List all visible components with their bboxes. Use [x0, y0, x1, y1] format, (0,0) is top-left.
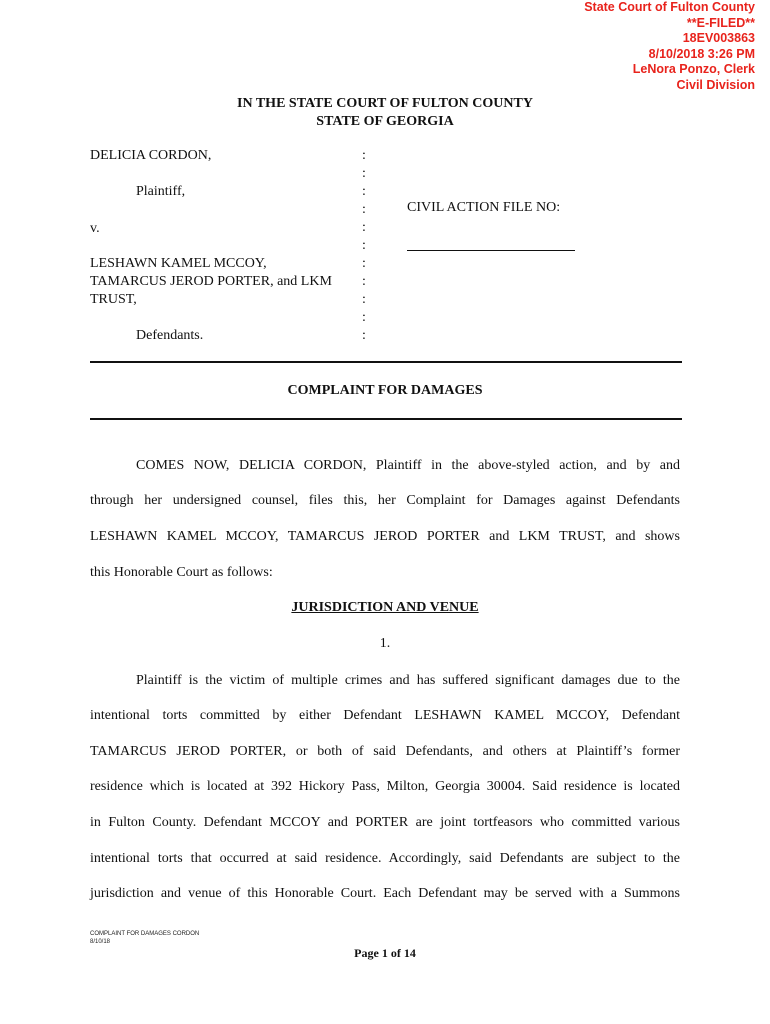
defendants-role: Defendants.	[136, 328, 204, 343]
colon: :	[362, 166, 366, 181]
footer-doc-date: 8/10/18	[90, 939, 111, 945]
plaintiff-role: Plaintiff,	[136, 184, 186, 199]
paragraph-line: jurisdiction and venue of this Honorable Court. Each Defendant may be served with a Summons	[90, 886, 680, 901]
civil-action-label: CIVIL ACTION FILE NO:	[407, 200, 561, 215]
paragraph-line: residence which is located at 392 Hickory Pass, Milton, Georgia 30004. Said residence is located	[90, 779, 680, 794]
footer-note	[90, 930, 199, 946]
efile-stamp	[584, 0, 755, 93]
colon: :	[362, 184, 366, 199]
court-heading-line1: IN THE STATE COURT OF FULTON COUNTY	[237, 96, 533, 111]
intro-line: COMES NOW, DELICIA CORDON, Plaintiff in the above-styled action, and by and	[136, 458, 680, 473]
footer-doc-label: COMPLAINT FOR DAMAGES CORDON	[90, 931, 200, 937]
paragraph-line: intentional torts that occurred at said residence. Accordingly, said Defendants are subject to the	[90, 851, 680, 866]
paragraph-line: intentional torts committed by either Defendant LESHAWN KAMEL MCCOY, Defendant	[90, 708, 680, 723]
stamp-division: Civil Division	[676, 77, 755, 92]
defendants-line1: LESHAWN KAMEL MCCOY,	[90, 256, 267, 271]
colon: :	[362, 328, 366, 343]
paragraph-line: in Fulton County. Defendant MCCOY and PORTER are joint tortfeasors who committed various	[90, 815, 680, 830]
stamp-court: State Court of Fulton County	[584, 0, 755, 14]
stamp-datetime: 8/10/2018 3:26 PM	[648, 46, 755, 61]
stamp-efiled: **E-FILED**	[686, 15, 755, 30]
paragraph-line: TAMARCUS JEROD PORTER, or both of said Defendants, and others at Plaintiff’s former	[90, 744, 680, 759]
stamp-clerk: LeNora Ponzo, Clerk	[632, 62, 755, 76]
civil-action-number-blank	[407, 250, 575, 251]
colon: :	[362, 148, 366, 163]
document-title: COMPLAINT FOR DAMAGES	[287, 383, 483, 398]
page-number: Page 1 of 14	[354, 946, 416, 960]
paragraph-line: Plaintiff is the victim of multiple crimes and has suffered significant damages due to the	[136, 673, 680, 688]
plaintiff-name: DELICIA CORDON,	[90, 148, 212, 163]
colon: :	[362, 292, 366, 307]
colon: :	[362, 202, 366, 217]
intro-line: this Honorable Court as follows:	[90, 565, 273, 580]
stamp-case-number: 18EV003863	[682, 31, 755, 45]
colon: :	[362, 238, 366, 253]
defendants-line2: TAMARCUS JEROD PORTER, and LKM	[90, 274, 332, 289]
colon: :	[362, 310, 366, 325]
intro-line: through her undersigned counsel, files this, her Complaint for Damages against Defendants	[90, 493, 680, 508]
colon: :	[362, 220, 366, 235]
court-heading	[0, 95, 770, 131]
colon: :	[362, 274, 366, 289]
section-heading: JURISDICTION AND VENUE	[291, 600, 479, 615]
intro-line: LESHAWN KAMEL MCCOY, TAMARCUS JEROD PORTER and LKM TRUST, and shows	[90, 529, 680, 544]
title-rule-top	[90, 361, 682, 363]
caption-colon-column	[362, 147, 366, 345]
paragraph-number: 1.	[379, 636, 391, 651]
title-rule-bottom	[90, 418, 682, 420]
defendants-line3: TRUST,	[90, 292, 137, 307]
versus: v.	[90, 221, 100, 236]
court-heading-line2: STATE OF GEORGIA	[316, 114, 454, 129]
colon: :	[362, 256, 366, 271]
